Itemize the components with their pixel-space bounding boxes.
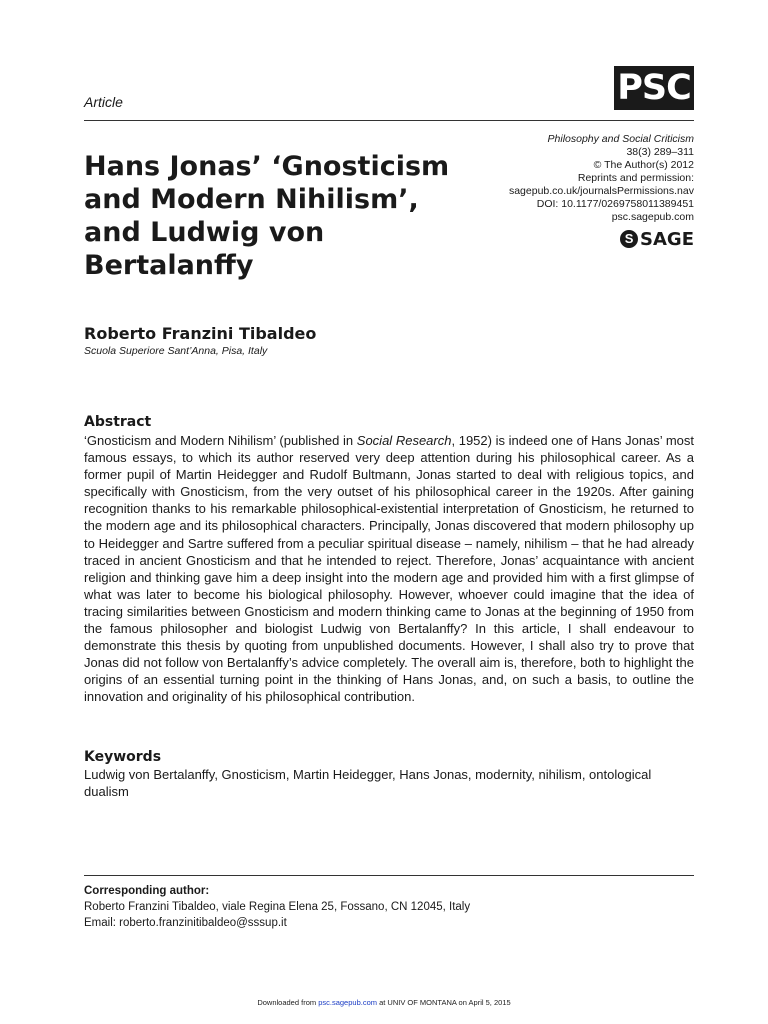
title-line: and Ludwig von — [84, 217, 325, 248]
corresponding-address: Roberto Franzini Tibaldeo, viale Regina Elena 25, Fossano, CN 12045, Italy — [84, 901, 471, 913]
abstract-heading: Abstract — [84, 414, 152, 430]
copyright: © The Author(s) 2012 — [593, 159, 694, 171]
journal-name: Philosophy and Social Criticism — [547, 133, 694, 145]
corresponding-email[interactable]: Email: roberto.franzinitibaldeo@sssup.it — [84, 917, 287, 929]
download-suffix: at UNIV OF MONTANA on April 5, 2015 — [377, 998, 511, 1007]
corresponding-author-heading: Corresponding author: — [84, 885, 210, 897]
keywords-list: Ludwig von Bertalanffy, Gnosticism, Martin Heidegger, Hans Jonas, modernity, nihilism, ontological dualism — [84, 767, 652, 799]
download-site-link[interactable]: psc.sagepub.com — [318, 998, 377, 1007]
doi[interactable]: DOI: 10.1177/0269758011389451 — [536, 198, 694, 210]
journal-logo: PSC — [614, 66, 694, 110]
header-divider — [84, 120, 694, 121]
permissions-link[interactable]: sagepub.co.uk/journalsPermissions.nav — [508, 185, 694, 197]
title-line: Bertalanffy — [84, 250, 254, 281]
volume-pages: 38(3) 289–311 — [626, 146, 694, 158]
abstract-text: ‘Gnosticism and Modern Nihilism’ (published in — [84, 433, 357, 448]
abstract-body — [84, 432, 694, 706]
keywords-heading: Keywords — [84, 749, 162, 765]
title-line: Hans Jonas’ ‘Gnosticism — [84, 151, 450, 182]
abstract-journal-italic: Social Research — [356, 433, 452, 448]
journal-metadata — [470, 133, 694, 224]
article-type-label: Article — [84, 94, 123, 110]
publisher-logo — [620, 229, 694, 249]
reprints-label: Reprints and permission: — [577, 172, 694, 184]
abstract-text: , 1952) is indeed one of Hans Jonas’ most famous essays, to which its author reserved very deep attention during his philosophical career. As a former pupil of Martin Heidegger and Rudolf Bultmann, Jonas started to deal with religious topics, and specifically with Gnosticism, from the very outset of his philosophical career in the 1920s. After gaining recognition thanks to his remarkable philosophical-existential interpretation of Gnosticism, he returned to the modern age and its philosophical characters. Principally, Jonas discovered that modern philosophy up to Heidegger and Sartre suffered from a peculiar spiritual disease – namely, nihilism – that he had already traced in ancient Gnosticism and that he intended to reject. Therefore, Jonas’ acquaintance with ancient religion and thinking gave him a deep insight into the modern age and provided him with a first glimpse of what was later to become his biological philosophy. However, whoever could imagine that the idea of tracing similarities between Gnosticism and modern thinking came to Jonas at the beginning of 1950 from the famous philosopher and biologist Ludwig von Bertalanffy? In this article, I shall endeavour to demonstrate this thesis by quoting from unpublished documents. However, I shall also try to prove that Jonas did not follow von Bertalanffy’s advice completely. The overall aim is, therefore, both to highlight the origins of an essential turning point in the thinking of Hans Jonas, and, on such a basis, to outline the innovation and originality of his philosophical contribution. — [84, 433, 694, 705]
sage-logo-icon: S — [620, 230, 638, 248]
article-title — [84, 150, 474, 282]
download-notice — [0, 998, 768, 1007]
author-name: Roberto Franzini Tibaldeo — [84, 324, 317, 343]
journal-site-link[interactable]: psc.sagepub.com — [611, 211, 694, 223]
publisher-name: SAGE — [640, 228, 694, 250]
title-line: and Modern Nihilism’, — [84, 184, 419, 215]
download-prefix: Downloaded from — [257, 998, 319, 1007]
author-affiliation: Scuola Superiore Sant’Anna, Pisa, Italy — [84, 345, 268, 357]
footnote-divider — [84, 875, 694, 876]
